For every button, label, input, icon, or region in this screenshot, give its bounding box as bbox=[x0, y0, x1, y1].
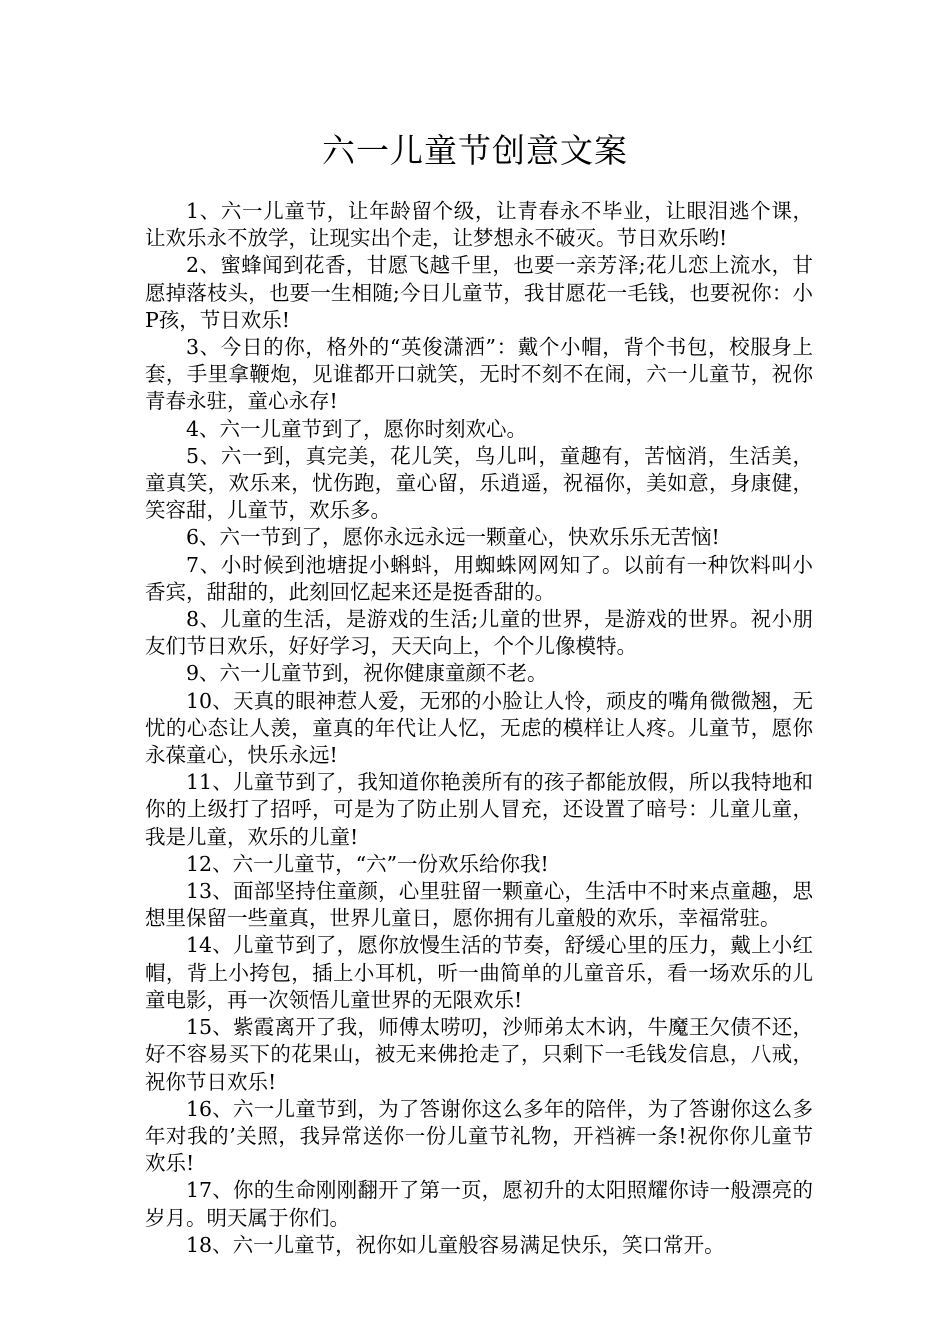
paragraph-9: 9、六一儿童节到，祝你健康童颜不老。 bbox=[186, 661, 548, 686]
document-title: 六一儿童节创意文案 bbox=[322, 131, 628, 170]
paragraph-6: 6、六一节到了，愿你永远永远一颗童心，快欢乐乐无苦恼! bbox=[186, 525, 720, 550]
paragraph-13: 13、面部坚持住童颜，心里驻留一颗童心，生活中不时来点童趣，思想里保留一些童真，世界儿童日，愿你拥有儿童般的欢乐，幸福常驻。 bbox=[145, 879, 813, 931]
paragraph-7: 7、小时候到池塘捉小蝌蚪，用蜘蛛网网知了。以前有一种饮料叫小香宾，甜甜的，此刻回忆起来还是挺香甜的。 bbox=[145, 552, 813, 604]
paragraph-17: 17、你的生命刚刚翻开了第一页，愿初升的太阳照耀你诗一般漂亮的岁月。明天属于你们。 bbox=[145, 1178, 813, 1230]
paragraph-14: 14、儿童节到了，愿你放慢生活的节奏，舒缓心里的压力，戴上小红帽，背上小挎包，插上小耳机，听一曲简单的儿童音乐，看一场欢乐的儿童电影，再一次领悟儿童世界的无限欢乐! bbox=[145, 933, 813, 1012]
paragraph-2: 2、蜜蜂闻到花香，甘愿飞越千里，也要一亲芳泽;花儿恋上流水，甘愿掉落枝头，也要一生相随;今日儿童节，我甘愿花一毛钱，也要祝你：小P孩，节日欢乐! bbox=[145, 253, 813, 332]
paragraph-8: 8、儿童的生活，是游戏的生活;儿童的世界，是游戏的世界。祝小朋友们节日欢乐，好好学习，天天向上，个个儿像模特。 bbox=[145, 607, 813, 659]
paragraph-11: 11、儿童节到了，我知道你艳羡所有的孩子都能放假，所以我特地和你的上级打了招呼，可是为了防止别人冒充，还设置了暗号：儿童儿童，我是儿童，欢乐的儿童! bbox=[145, 770, 813, 849]
paragraph-3: 3、今日的你，格外的“英俊潇洒”：戴个小帽，背个书包，校服身上套，手里拿鞭炮，见谁都开口就笑，无时不刻不在闹，六一儿童节，祝你青春永驻，童心永存! bbox=[145, 335, 813, 414]
paragraph-1: 1、六一儿童节，让年龄留个级，让青春永不毕业，让眼泪逃个课，让欢乐永不放学，让现实出个走，让梦想永不破灭。节日欢乐哟! bbox=[145, 199, 813, 251]
document-body bbox=[145, 198, 813, 1259]
paragraph-16: 16、六一儿童节到，为了答谢你这么多年的陪伴，为了答谢你这么多年对我的’关照，我异常送你一份儿童节礼物，开裆裤一条!祝你你儿童节欢乐! bbox=[145, 1096, 813, 1176]
paragraph-4: 4、六一儿童节到了，愿你时刻欢心。 bbox=[186, 416, 528, 441]
paragraph-10: 10、天真的眼神惹人爱，无邪的小脸让人怜，顽皮的嘴角微微翘，无忧的心态让人羡，童真的年代让人忆，无虑的模样让人疼。儿童节，愿你永葆童心，快乐永远! bbox=[145, 688, 813, 768]
paragraph-15: 15、紫霞离开了我，师傅太唠叨，沙师弟太木讷，牛魔王欠债不还，好不容易买下的花果山，被无来佛抢走了，只剩下一毛钱发信息，八戒，祝你节日欢乐! bbox=[145, 1015, 813, 1094]
paragraph-5: 5、六一到，真完美，花儿笑，鸟儿叫，童趣有，苦恼消，生活美，童真笑，欢乐来，忧伤跑，童心留，乐逍遥，祝福你，美如意，身康健，笑容甜，儿童节，欢乐多。 bbox=[145, 443, 813, 523]
paragraph-18: 18、六一儿童节，祝你如儿童般容易满足快乐，笑口常开。 bbox=[186, 1232, 725, 1257]
paragraph-12: 12、六一儿童节，“六”一份欢乐给你我! bbox=[186, 851, 549, 876]
